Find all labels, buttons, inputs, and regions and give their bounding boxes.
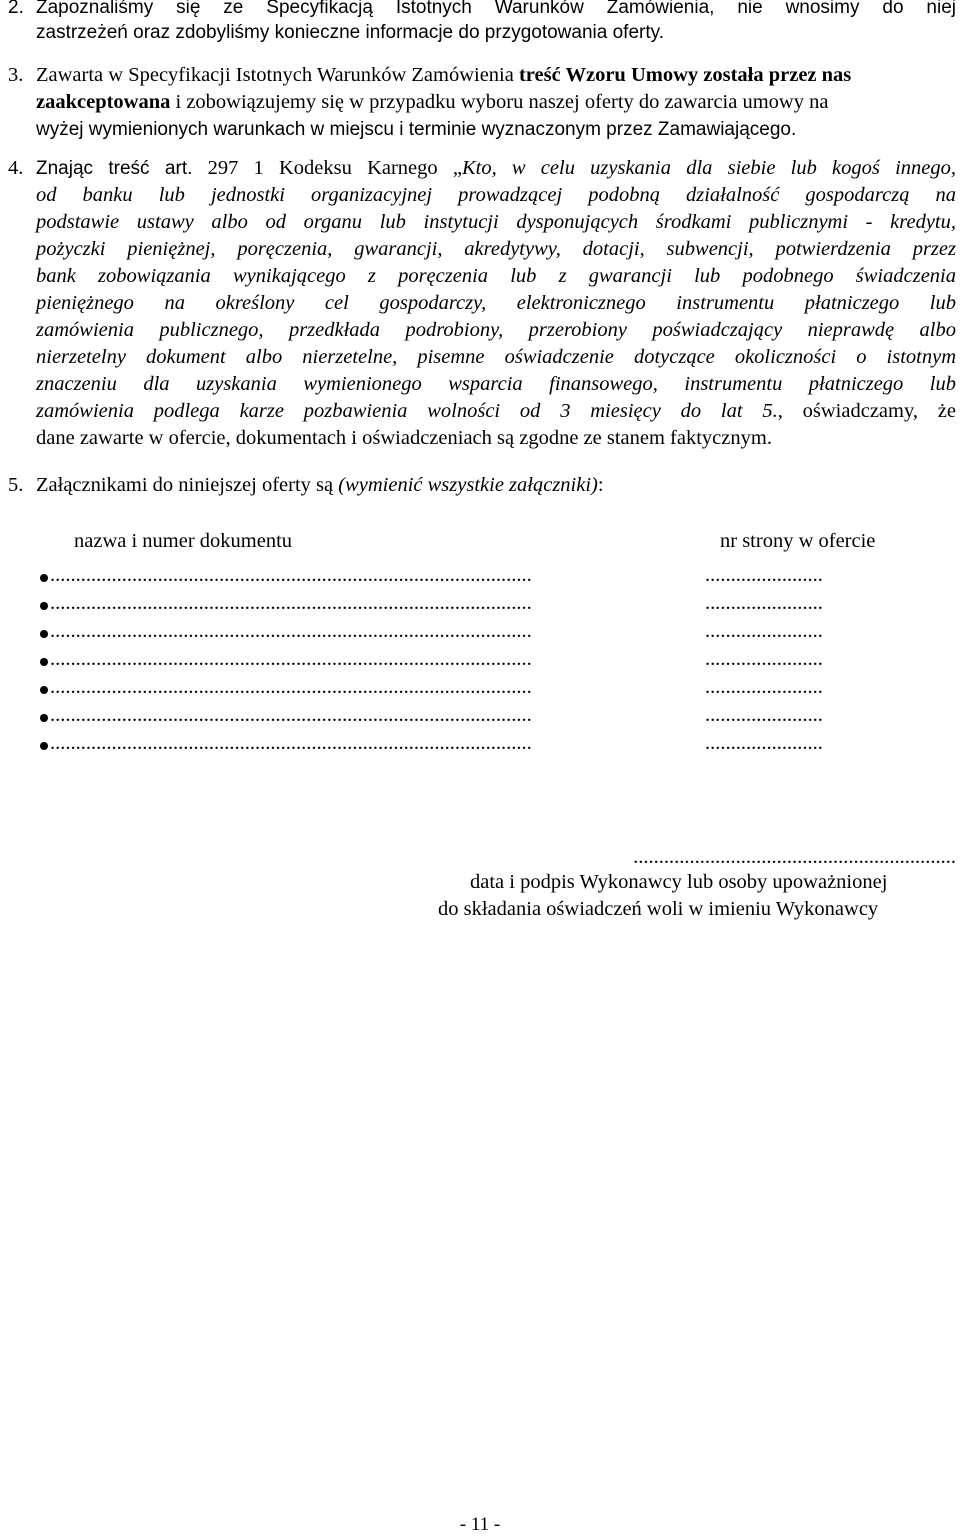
attachment-page-field: ....................... [705, 564, 823, 586]
attachment-name-field: .............................................................................................. [50, 648, 532, 670]
item-2-line-1: Zapoznaliśmy się ze Specyfikacją Istotnych Warunków Zamówienia, nie wnosimy do niej [36, 0, 956, 18]
item-4-line-11: dane zawarte w ofercie, dokumentach i oświadczeniach są zgodne ze stanem faktycznym. [36, 427, 772, 449]
item-4-line-8: nierzetelny dokument albo nierzetelne, pisemne oświadczenie dotyczące okoliczności o istotnym [36, 346, 956, 368]
bullet-icon [40, 602, 48, 610]
signature-caption-line-2: do składania oświadczeń woli w imieniu Wykonawcy [438, 898, 879, 920]
item-4-line-6: pieniężnego na określony cel gospodarczy, elektronicznego instrumentu płatniczego lub [36, 292, 956, 314]
item-3-line-1 [36, 64, 956, 87]
item-4-line-9: znaczeniu dla uzyskania wymienionego wsparcia finansowego, instrumentu płatniczego lub [36, 373, 956, 395]
page-number: - 11 - [459, 1514, 501, 1535]
item-4-line-3: podstawie ustawy albo od organu lub instytucji dysponujących środkami publicznymi - kredytu, [36, 211, 956, 233]
attachment-name-field: .............................................................................................. [50, 620, 532, 642]
item-3-line-2-text: i zobowiązujemy się w przypadku wyboru naszej oferty do zawarcia umowy na [170, 91, 829, 113]
attachment-name-field: .............................................................................................. [50, 564, 532, 586]
bullet-icon [40, 686, 48, 694]
item-3-line-1-text: Zawarta w Specyfikacji Istotnych Warunków Zamówienia [36, 64, 519, 86]
attachment-name-field: .............................................................................................. [50, 732, 532, 754]
attachment-row [0, 650, 960, 676]
item-4-line-1 [36, 157, 956, 180]
attachments-col-page-header: nr strony w ofercie [720, 530, 876, 552]
attachment-name-field: .............................................................................................. [50, 676, 532, 698]
item-5-text [36, 474, 604, 497]
attachment-page-field: ....................... [705, 620, 823, 642]
item-4-number: 4. [8, 157, 24, 179]
item-4-line-10 [36, 400, 956, 423]
bullet-icon [40, 574, 48, 582]
attachment-name-field: .............................................................................................. [50, 592, 532, 614]
item-4-line-1-ref: 297 1 Kodeksu Karnego „ [192, 157, 462, 179]
item-5-text-main: Załącznikami do niniejszej oferty są [36, 474, 339, 496]
item-3-number: 3. [8, 64, 24, 86]
attachment-row [0, 594, 960, 620]
item-4-line-10-quote: zamówienia podlega karze pozbawienia wolności od 3 miesięcy do lat 5. [36, 400, 778, 422]
item-4-line-1-text: Znając treść art. [36, 158, 193, 179]
attachment-page-field: ....................... [705, 648, 823, 670]
bullet-icon [40, 714, 48, 722]
item-2-number: 2. [8, 0, 24, 18]
attachment-row [0, 678, 960, 704]
signature-dots: ............................................................... [633, 846, 956, 868]
item-4-line-1-quote: Kto, w celu uzyskania dla siebie lub kogoś innego, [461, 157, 956, 179]
attachments-col-name-header: nazwa i numer dokumentu [74, 530, 293, 552]
item-3-line-1-bold: treść Wzoru Umowy została przez nas [518, 64, 852, 86]
item-4-line-4: pożyczki pieniężnej, poręczenia, gwarancji, akredytywy, dotacji, subwencji, potwierdzenia przez [36, 238, 956, 260]
attachment-page-field: ....................... [705, 732, 823, 754]
attachment-row [0, 622, 960, 648]
attachment-page-field: ....................... [705, 704, 823, 726]
item-4-line-2: od banku lub jednostki organizacyjnej prowadzącej podobną działalność gospodarczą na [36, 184, 956, 206]
item-3-line-2 [36, 91, 956, 114]
item-5-number: 5. [8, 474, 24, 496]
item-5-text-colon: : [597, 474, 604, 496]
attachment-page-field: ....................... [705, 592, 823, 614]
attachment-row [0, 734, 960, 760]
bullet-icon [40, 630, 48, 638]
attachment-row [0, 706, 960, 732]
attachment-page-field: ....................... [705, 676, 823, 698]
item-3-line-3: wyżej wymienionych warunkach w miejscu i terminie wyznaczonym przez Zamawiającego. [36, 119, 797, 140]
item-5-text-note: (wymienić wszystkie załączniki) [338, 474, 598, 496]
bullet-icon [40, 742, 48, 750]
signature-caption-line-1: data i podpis Wykonawcy lub osoby upoważnionej [470, 871, 888, 893]
item-4-line-7: zamówienia publicznego, przedkłada podrobiony, przerobiony poświadczający nieprawdę albo [36, 319, 956, 341]
item-2-line-2: zastrzeżeń oraz zdobyliśmy konieczne informacje do przygotowania oferty. [36, 22, 664, 43]
item-3-line-2-bold: zaakceptowana [36, 91, 171, 113]
bullet-icon [40, 658, 48, 666]
item-4-line-5: bank zobowiązania wynikającego z poręczenia lub z gwarancji lub podobnego świadczenia [36, 265, 956, 287]
item-4-line-10-text: , oświadczamy, że [777, 400, 956, 422]
attachment-name-field: .............................................................................................. [50, 704, 532, 726]
attachment-row [0, 566, 960, 592]
